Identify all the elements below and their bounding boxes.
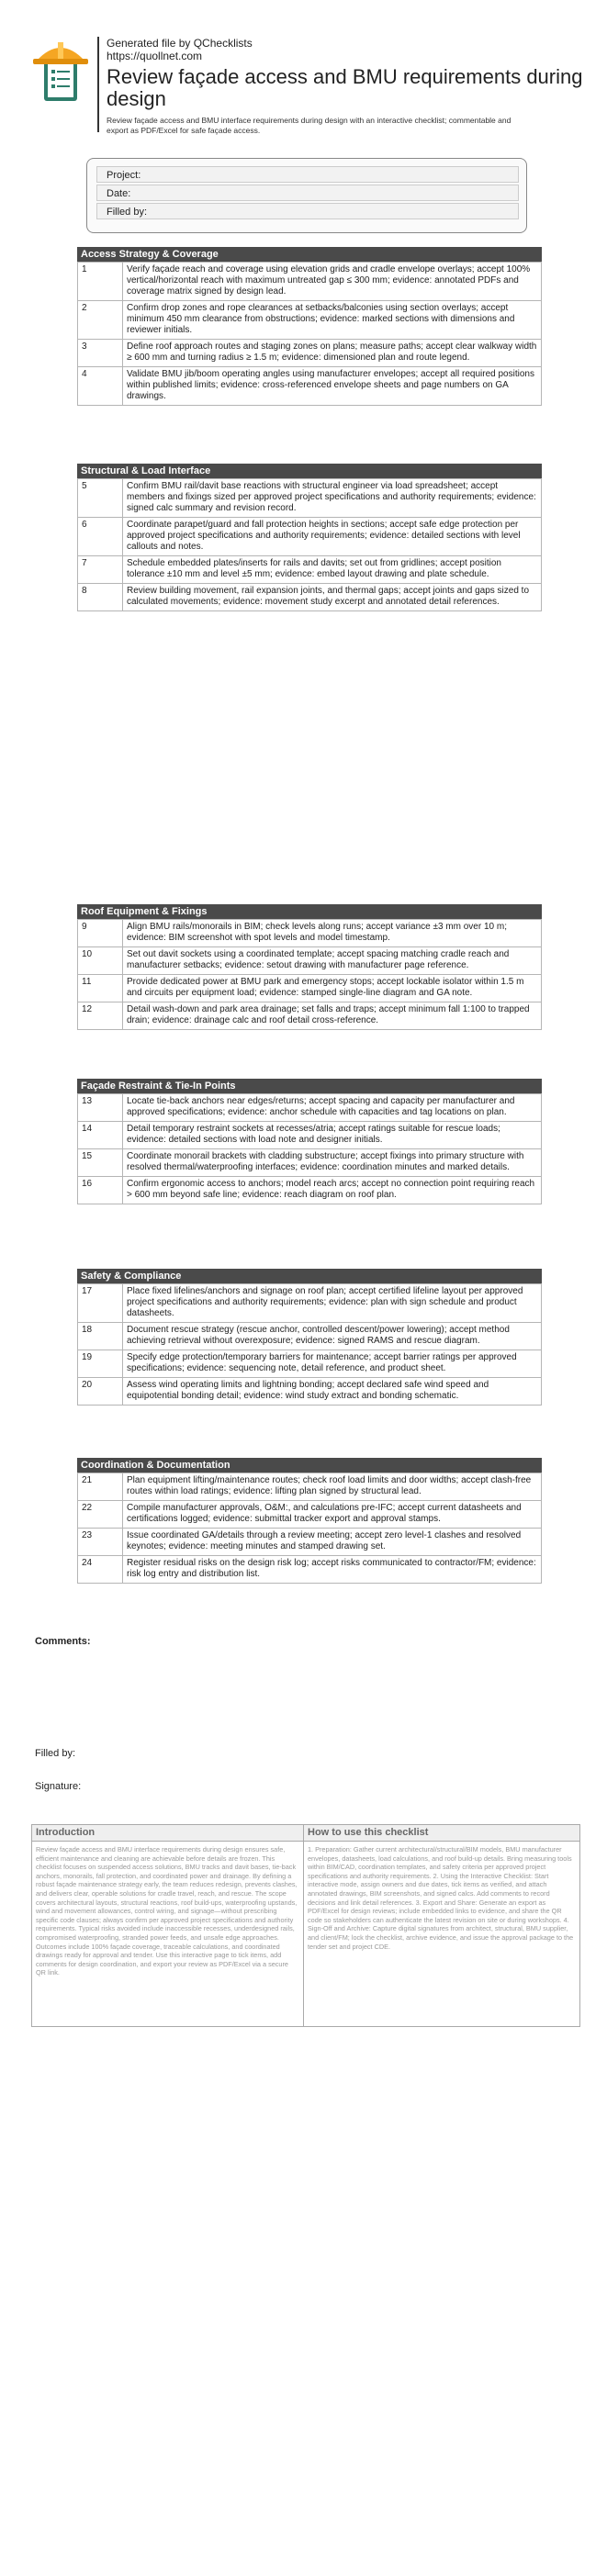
section-roof-equipment — [77, 904, 542, 1030]
table-row[interactable] — [78, 1177, 542, 1204]
item-text: Align BMU rails/monorails in BIM; check levels along runs; accept variance ±3 mm over 10 m; evidence: BIM screenshot with spot levels and model timestamp. — [123, 920, 542, 947]
section-title: Structural & Load Interface — [77, 464, 542, 478]
table-row[interactable] — [78, 1350, 542, 1378]
item-number: 4 — [78, 367, 123, 406]
item-number: 9 — [78, 920, 123, 947]
table-row[interactable] — [78, 920, 542, 947]
table-row[interactable] — [78, 1378, 542, 1406]
generated-by-text: Generated file by QChecklists — [107, 37, 253, 50]
item-text: Plan equipment lifting/maintenance routes; check roof load limits and door widths; accept clash-free routes within load ratings; evidence: lifting plan signed by structural lead. — [123, 1473, 542, 1501]
item-text: Confirm ergonomic access to anchors; model reach arcs; accept no connection point requiring reach > 600 mm beyond safe line; evidence: reach diagram on roof plan. — [123, 1177, 542, 1204]
table-row[interactable] — [78, 479, 542, 518]
item-text: Set out davit sockets using a coordinated template; accept spacing matching cradle reach and manufacturer setbacks; evidence: setout drawing with manufacturer page reference. — [123, 947, 542, 975]
item-text: Verify façade reach and coverage using elevation grids and cradle envelope overlays; accept 100% vertical/horizontal reach with maximum untreated gap ≤ 300 mm; evidence: annotated PDFs and coverage matrix signed by design lead. — [123, 263, 542, 301]
item-number: 10 — [78, 947, 123, 975]
table-row[interactable] — [78, 1284, 542, 1323]
info-panel — [31, 1824, 580, 2027]
section-access-strategy — [77, 247, 542, 406]
item-number: 20 — [78, 1378, 123, 1406]
item-text: Specify edge protection/temporary barriers for maintenance; accept barrier ratings per approved specifications; evidence: sequencing note, detail reference, and product sheet. — [123, 1350, 542, 1378]
table-row[interactable] — [78, 301, 542, 340]
item-number: 16 — [78, 1177, 123, 1204]
item-number: 17 — [78, 1284, 123, 1323]
item-number: 2 — [78, 301, 123, 340]
table-row[interactable] — [78, 947, 542, 975]
item-text: Coordinate monorail brackets with cladding substructure; accept fixings into primary structure with resolved thermal/waterproofing interfaces; evidence: coordination minutes and marked details. — [123, 1149, 542, 1177]
date-field[interactable]: Date: — [96, 185, 519, 201]
item-number: 8 — [78, 584, 123, 611]
introduction-text: Review façade access and BMU interface requirements during design ensures safe, efficient maintenance and cleaning are achievable before details are frozen. This checklist focuses on suspended access solutions, BMU tracks and davit bases, tie-back anchors, monorails, fall protection, and coordinated power and drainage. By defining a robust façade maintenance strategy early, the team reduces redesign, prevents clashes, and delivers clear, operable solutions for cradle travel, reach, and rescue. The scope covers architectural layouts, structural reactions, roof build-ups, waterproofing upstands, wind and movement allowances, control wiring, and signage—without prescribing specific code clauses; always confirm per approved project specifications and authority requirements. Typical risks avoided include inaccessible recesses, underdesigned rails, compromised waterproofing, stranded power feeds, and unsafe edge approaches. Outcomes include 100% façade coverage, traceable calculations, and coordinated drawings ready for approval and tender. Use this interactive page to tick items, add comments for design coordination, and export your review as PDF/Excel via a secure QR link. — [36, 1845, 298, 1977]
filled-by-field[interactable]: Filled by: — [96, 203, 519, 219]
section-structural-load — [77, 464, 542, 611]
table-row[interactable] — [78, 1094, 542, 1122]
hardhat-checklist-logo-icon — [31, 39, 90, 103]
item-number: 21 — [78, 1473, 123, 1501]
item-text: Compile manufacturer approvals, O&M:, and calculations pre-IFC; accept current datasheets and certifications logged; evidence: submittal tracker export and approval stamps. — [123, 1501, 542, 1529]
table-row[interactable] — [78, 1501, 542, 1529]
section-title: Safety & Compliance — [77, 1269, 542, 1283]
section-safety-compliance — [77, 1269, 542, 1406]
table-row[interactable] — [78, 1149, 542, 1177]
source-url-link[interactable]: https://quollnet.com — [107, 50, 203, 62]
how-to-text: 1. Preparation: Gather current architectural/structural/BIM models, BMU manufacturer envelopes, datasheets, load calculations, and roof build-up details. Bring measuring tools within BIM/CAD, coordination templates, and safety criteria per approved project specifications and authority requirements. 2. Using the Interactive Checklist: Start interactive mode, assign owners and due dates, tick items as verified, and attach annotated drawings, BIM screenshots, and signed calcs. Add comments to record decisions and link detail references. 3. Export and Share: Generate an export as PDF/Excel for design reviews; include embedded links to evidence, and share the QR code so stakeholders can authenticate the latest revision on site or during workshops. 4. Sign-Off and Archive: Capture digital signatures from architect, structural, BMU supplier, and client/FM; lock the checklist, archive evidence, and issue the approval package to the tender set and project CDE. — [308, 1845, 574, 1951]
page-description: Review façade access and BMU interface requirements during design with an interactive checklist; commentable and export as PDF/Excel for safe façade access. — [107, 116, 511, 135]
item-text: Review building movement, rail expansion joints, and thermal gaps; accept joints and gaps sized to calculated movements; evidence: movement study excerpt and annotated detail references. — [123, 584, 542, 611]
item-number: 6 — [78, 518, 123, 556]
item-text: Document rescue strategy (rescue anchor, controlled descent/power lowering); accept method achieving retrieval without overexposure; evidence: signed RAMS and rescue diagram. — [123, 1323, 542, 1350]
introduction-column — [32, 1825, 304, 2026]
project-field[interactable]: Project: — [96, 166, 519, 183]
item-text: Confirm BMU rail/davit base reactions with structural engineer via load spreadsheet; accept members and fixings sized per approved project specifications and authority requirements; evidence: signed calc summary and revision record. — [123, 479, 542, 518]
item-text: Locate tie-back anchors near edges/returns; accept spacing and capacity per manufacturer and approved specifications; evidence: anchor schedule with capacities and tag locations on plan. — [123, 1094, 542, 1122]
introduction-heading: Introduction — [32, 1825, 303, 1842]
table-row[interactable] — [78, 1556, 542, 1584]
section-coordination-documentation — [77, 1458, 542, 1584]
item-number: 1 — [78, 263, 123, 301]
item-text: Coordinate parapet/guard and fall protection heights in sections; accept safe edge protection per approved project specifications and authority requirements; evidence: detailed sections with level callouts and notes. — [123, 518, 542, 556]
header-divider — [97, 37, 99, 132]
table-row[interactable] — [78, 518, 542, 556]
item-number: 14 — [78, 1122, 123, 1149]
how-to-heading: How to use this checklist — [304, 1825, 579, 1842]
table-row[interactable] — [78, 584, 542, 611]
project-info-box — [86, 158, 527, 233]
table-row[interactable] — [78, 1529, 542, 1556]
page-title: Review façade access and BMU requirements during design — [107, 65, 583, 110]
filled-by-label: Filled by: — [35, 1748, 76, 1759]
item-number: 7 — [78, 556, 123, 584]
item-number: 18 — [78, 1323, 123, 1350]
table-row[interactable] — [78, 556, 542, 584]
item-text: Provide dedicated power at BMU park and emergency stops; accept lockable isolator within 1.5 m and circuits per equipment load; evidence: stamped single-line diagram and GA note. — [123, 975, 542, 1002]
item-text: Place fixed lifelines/anchors and signage on roof plan; accept certified lifeline layout per approved project specifications and authority requirements; evidence: plan with sign schedule and product datasheets. — [123, 1284, 542, 1323]
item-text: Assess wind operating limits and lightning bonding; accept declared safe wind speed and equipotential bonding detail; evidence: wind study extract and bonding schematic. — [123, 1378, 542, 1406]
item-number: 23 — [78, 1529, 123, 1556]
table-row[interactable] — [78, 1323, 542, 1350]
table-row[interactable] — [78, 367, 542, 406]
item-text: Detail wash-down and park area drainage; set falls and traps; accept minimum fall 1:100 to trapped drain; evidence: drainage calc and roof detail cross-reference. — [123, 1002, 542, 1030]
item-number: 15 — [78, 1149, 123, 1177]
section-title: Roof Equipment & Fixings — [77, 904, 542, 919]
item-text: Detail temporary restraint sockets at recesses/atria; accept ratings suitable for rescue loads; evidence: detailed sections with load note and designer initials. — [123, 1122, 542, 1149]
item-text: Define roof approach routes and staging zones on plans; measure paths; accept clear walkway width ≥ 600 mm and turning radius ≥ 1.5 m; evidence: dimensioned plan and route legend. — [123, 340, 542, 367]
item-text: Register residual risks on the design risk log; accept risks communicated to contractor/FM; evidence: risk log entry and distribution list. — [123, 1556, 542, 1584]
item-number: 12 — [78, 1002, 123, 1030]
section-title: Coordination & Documentation — [77, 1458, 542, 1473]
item-number: 24 — [78, 1556, 123, 1584]
section-title: Access Strategy & Coverage — [77, 247, 542, 262]
table-row[interactable] — [78, 1473, 542, 1501]
how-to-column — [304, 1825, 579, 2026]
table-row[interactable] — [78, 1122, 542, 1149]
table-row[interactable] — [78, 975, 542, 1002]
table-row[interactable] — [78, 1002, 542, 1030]
table-row[interactable] — [78, 263, 542, 301]
item-number: 3 — [78, 340, 123, 367]
item-number: 22 — [78, 1501, 123, 1529]
item-number: 11 — [78, 975, 123, 1002]
section-facade-restraint — [77, 1079, 542, 1204]
item-text: Issue coordinated GA/details through a review meeting; accept zero level-1 clashes and resolved keynotes; evidence: meeting minutes and stamped drawing set. — [123, 1529, 542, 1556]
signature-label: Signature: — [35, 1781, 82, 1792]
item-text: Schedule embedded plates/inserts for rails and davits; set out from gridlines; accept position tolerance ±10 mm and level ±5 mm; evidence: embed layout drawing and plate schedule. — [123, 556, 542, 584]
item-text: Validate BMU jib/boom operating angles using manufacturer envelopes; accept all required positions within published limits; evidence: cross-referenced envelope sheets and page numbers on GA drawings. — [123, 367, 542, 406]
section-title: Façade Restraint & Tie-In Points — [77, 1079, 542, 1093]
item-number: 5 — [78, 479, 123, 518]
comments-label: Comments: — [35, 1636, 91, 1647]
item-number: 19 — [78, 1350, 123, 1378]
table-row[interactable] — [78, 340, 542, 367]
item-text: Confirm drop zones and rope clearances at setbacks/balconies using section overlays; accept minimum 450 mm clearance from obstructions; evidence: marked sections with dimensions and reviewer initials. — [123, 301, 542, 340]
item-number: 13 — [78, 1094, 123, 1122]
